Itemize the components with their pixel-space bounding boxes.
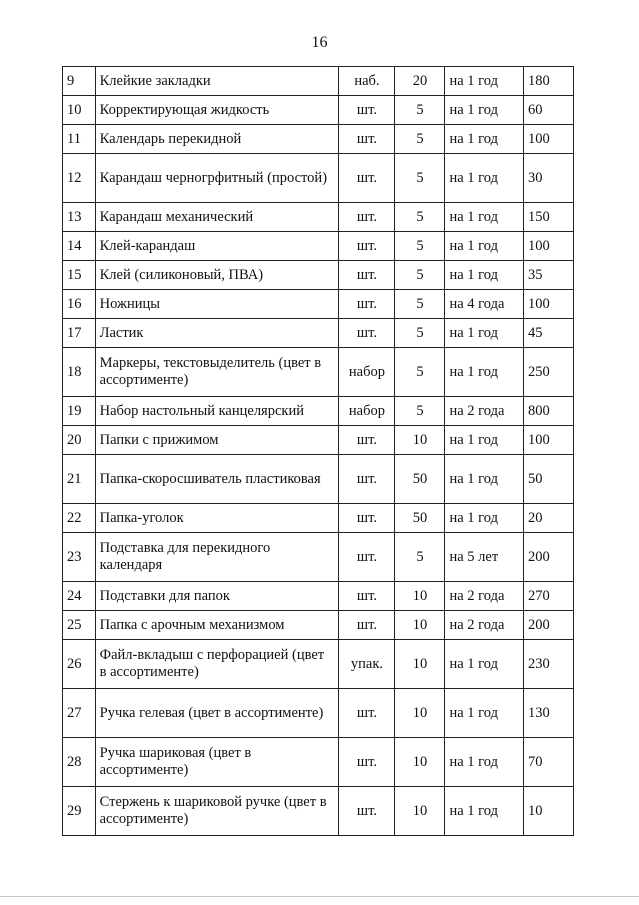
item-period: на 1 год [445,348,524,397]
item-quantity: 10 [395,787,445,836]
item-price: 180 [523,67,573,96]
item-price: 45 [523,319,573,348]
item-price: 100 [523,426,573,455]
table-row [63,125,574,154]
row-number: 20 [63,426,96,455]
item-name: Папки с прижимом [95,426,339,455]
row-number: 23 [63,533,96,582]
item-price: 20 [523,504,573,533]
item-price: 35 [523,261,573,290]
row-number: 24 [63,582,96,611]
row-number: 15 [63,261,96,290]
table-row [63,154,574,203]
item-unit: шт. [339,504,395,533]
item-price: 60 [523,96,573,125]
table-row [63,397,574,426]
item-unit: шт. [339,154,395,203]
item-quantity: 5 [395,203,445,232]
item-quantity: 5 [395,533,445,582]
item-period: на 1 год [445,504,524,533]
table-row [63,203,574,232]
table-row [63,232,574,261]
item-period: на 1 год [445,787,524,836]
table-row [63,533,574,582]
table-row [63,319,574,348]
item-unit: шт. [339,582,395,611]
item-name: Папка-уголок [95,504,339,533]
item-period: на 4 года [445,290,524,319]
item-name: Клей-карандаш [95,232,339,261]
item-price: 10 [523,787,573,836]
item-price: 70 [523,738,573,787]
row-number: 28 [63,738,96,787]
table-row [63,504,574,533]
item-unit: шт. [339,232,395,261]
row-number: 19 [63,397,96,426]
row-number: 10 [63,96,96,125]
item-unit: упак. [339,640,395,689]
row-number: 27 [63,689,96,738]
item-name: Календарь перекидной [95,125,339,154]
page-number: 16 [311,34,328,51]
item-unit: шт. [339,455,395,504]
supplies-table [62,66,574,836]
item-name: Ручка шариковая (цвет в ассортименте) [95,738,339,787]
item-quantity: 10 [395,426,445,455]
item-price: 270 [523,582,573,611]
item-name: Папка-скоросшиватель пластиковая [95,455,339,504]
item-name: Папка с арочным механизмом [95,611,339,640]
item-period: на 1 год [445,154,524,203]
item-period: на 2 года [445,397,524,426]
item-unit: шт. [339,261,395,290]
item-price: 800 [523,397,573,426]
table-row [63,611,574,640]
item-period: на 1 год [445,689,524,738]
item-price: 250 [523,348,573,397]
item-unit: шт. [339,96,395,125]
item-quantity: 5 [395,397,445,426]
item-name: Клейкие закладки [95,67,339,96]
row-number: 25 [63,611,96,640]
row-number: 18 [63,348,96,397]
item-price: 50 [523,455,573,504]
item-period: на 1 год [445,96,524,125]
item-name: Стержень к шариковой ручке (цвет в ассортименте) [95,787,339,836]
item-name: Файл-вкладыш с перфорацией (цвет в ассортименте) [95,640,339,689]
item-unit: шт. [339,426,395,455]
item-unit: шт. [339,787,395,836]
item-quantity: 5 [395,319,445,348]
item-unit: шт. [339,290,395,319]
row-number: 26 [63,640,96,689]
row-number: 14 [63,232,96,261]
item-period: на 5 лет [445,533,524,582]
item-period: на 1 год [445,455,524,504]
item-name: Ножницы [95,290,339,319]
item-quantity: 5 [395,261,445,290]
item-quantity: 10 [395,582,445,611]
item-price: 100 [523,125,573,154]
item-unit: шт. [339,611,395,640]
row-number: 13 [63,203,96,232]
item-unit: шт. [339,203,395,232]
item-price: 100 [523,232,573,261]
item-quantity: 5 [395,348,445,397]
item-period: на 2 года [445,611,524,640]
item-unit: шт. [339,319,395,348]
row-number: 29 [63,787,96,836]
item-price: 150 [523,203,573,232]
item-period: на 1 год [445,261,524,290]
item-quantity: 5 [395,96,445,125]
item-price: 30 [523,154,573,203]
item-period: на 2 года [445,582,524,611]
table-row [63,689,574,738]
item-name: Маркеры, текстовыделитель (цвет в ассортименте) [95,348,339,397]
item-unit: шт. [339,125,395,154]
item-quantity: 10 [395,738,445,787]
item-period: на 1 год [445,640,524,689]
item-name: Подставка для перекидного календаря [95,533,339,582]
row-number: 11 [63,125,96,154]
row-number: 9 [63,67,96,96]
item-quantity: 20 [395,67,445,96]
table-row [63,455,574,504]
item-name: Подставки для папок [95,582,339,611]
row-number: 17 [63,319,96,348]
page-bottom-divider [0,896,639,897]
item-unit: шт. [339,689,395,738]
item-name: Ластик [95,319,339,348]
table-row [63,67,574,96]
item-period: на 1 год [445,203,524,232]
item-period: на 1 год [445,738,524,787]
item-quantity: 5 [395,290,445,319]
item-unit: шт. [339,738,395,787]
item-name: Клей (силиконовый, ПВА) [95,261,339,290]
item-period: на 1 год [445,125,524,154]
item-name: Карандаш механический [95,203,339,232]
table-row [63,261,574,290]
table-row [63,787,574,836]
item-quantity: 5 [395,154,445,203]
item-period: на 1 год [445,426,524,455]
item-quantity: 5 [395,125,445,154]
table-row [63,426,574,455]
item-quantity: 50 [395,455,445,504]
item-name: Корректирующая жидкость [95,96,339,125]
item-name: Набор настольный канцелярский [95,397,339,426]
item-unit: набор [339,397,395,426]
row-number: 21 [63,455,96,504]
row-number: 16 [63,290,96,319]
item-unit: наб. [339,67,395,96]
item-name: Ручка гелевая (цвет в ассортименте) [95,689,339,738]
item-quantity: 10 [395,689,445,738]
item-price: 200 [523,611,573,640]
table-row [63,96,574,125]
row-number: 22 [63,504,96,533]
table-row [63,582,574,611]
table-row [63,348,574,397]
item-period: на 1 год [445,232,524,261]
item-name: Карандаш черногрфитный (простой) [95,154,339,203]
item-quantity: 10 [395,611,445,640]
item-period: на 1 год [445,319,524,348]
item-period: на 1 год [445,67,524,96]
item-quantity: 5 [395,232,445,261]
table-row [63,640,574,689]
item-quantity: 10 [395,640,445,689]
item-price: 100 [523,290,573,319]
table-row [63,738,574,787]
row-number: 12 [63,154,96,203]
item-unit: шт. [339,533,395,582]
item-quantity: 50 [395,504,445,533]
item-price: 200 [523,533,573,582]
item-price: 230 [523,640,573,689]
item-unit: набор [339,348,395,397]
table-row [63,290,574,319]
item-price: 130 [523,689,573,738]
